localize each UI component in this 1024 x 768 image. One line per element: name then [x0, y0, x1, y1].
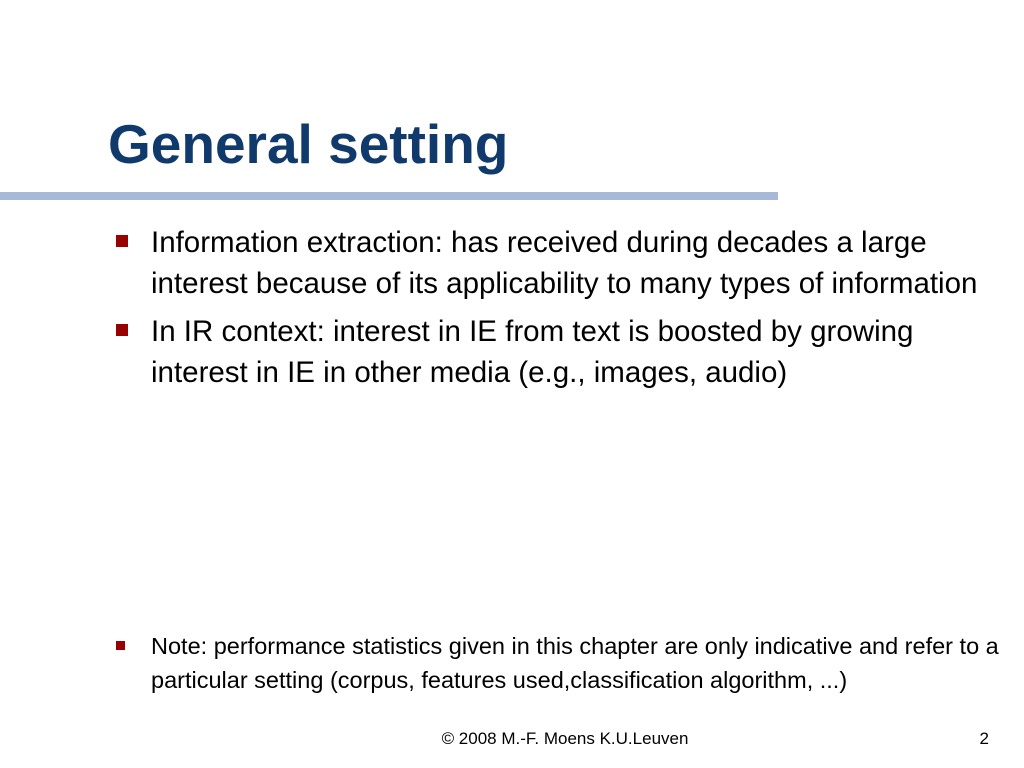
slide-title: General setting: [108, 113, 509, 175]
note-item: [112, 629, 1012, 697]
square-bullet-icon: [116, 235, 128, 247]
note-list: [112, 629, 1012, 697]
bullet-item: [112, 311, 992, 393]
square-bullet-icon: [116, 324, 128, 336]
square-bullet-icon: [116, 641, 125, 650]
bullet-item: [112, 222, 992, 304]
title-underline-rule: [0, 192, 778, 200]
bullet-list: [112, 222, 992, 400]
note-text: Note: performance statistics given in this chapter are only indicative and refer to a particular setting (corpus, features used,classification algorithm, ...): [151, 633, 999, 693]
bullet-text: Information extraction: has received during decades a large interest because of its applicability to many types of information: [151, 226, 978, 300]
bullet-text: In IR context: interest in IE from text is boosted by growing interest in IE in other media (e.g., images, audio): [151, 315, 914, 389]
footer-copyright: © 2008 M.-F. Moens K.U.Leuven: [441, 729, 689, 748]
page-number: 2: [979, 729, 989, 748]
